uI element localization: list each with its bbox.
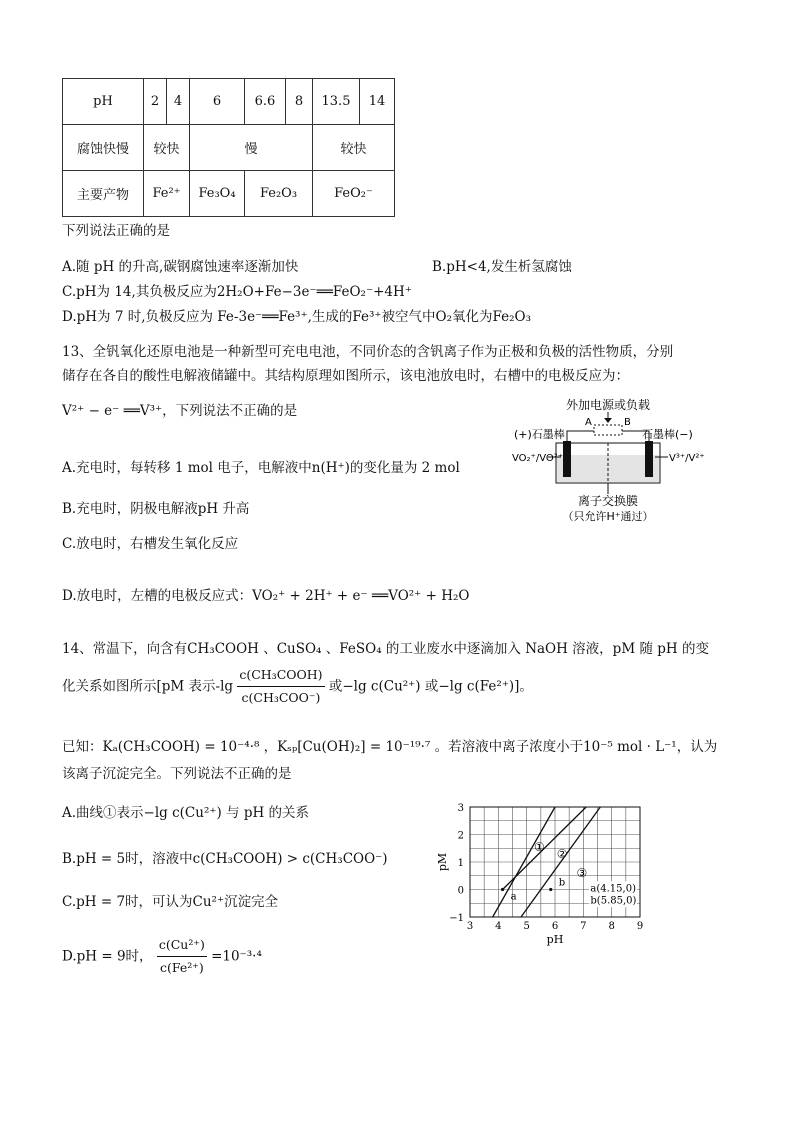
membrane-label: 离子交换膜 [577,494,639,508]
y-axis-label: pM [436,852,449,872]
q14-option-a: A.曲线①表示−lg c(Cu²⁺) 与 pH 的关系 [62,805,310,821]
series-label: ③ [576,866,588,880]
table-cell: 2 [144,79,167,125]
label-b: B [624,417,631,428]
x-axis-label: pH [546,933,564,946]
left-electrode-label: (+)石墨棒 [514,428,565,441]
table-cell: 13.5 [313,79,360,125]
fraction-denominator: c(Fe²⁺) [159,960,204,975]
x-tick-label: 9 [636,921,644,932]
fraction-denominator: c(CH₃COO⁻) [241,690,321,705]
annotation-a: a(4.15,0) [590,883,636,895]
x-tick-label: 3 [466,921,474,932]
q14-known-line2: 该离子沉淀完全。下列说法不正确的是 [62,766,292,782]
arrow-icon [604,418,612,423]
load-box [594,425,622,435]
x-tick-label: 8 [608,921,615,932]
q14-stem-text-a: 化关系如图所示[pM 表示-lg [62,678,234,695]
data-point [549,888,552,891]
pm-ph-chart [430,795,660,955]
q12-option-a: A.随 pH 的升高,碳钢腐蚀速率逐渐加快 [62,259,299,275]
battery-diagram [512,395,712,525]
q14-stem-line2 [62,664,533,709]
q14-option-b: B.pH = 5时，溶液中c(CH₃COOH) > c(CH₃COO⁻) [62,851,388,867]
annotation-b: b(5.85,0) [590,895,637,907]
series-label: ② [556,846,568,861]
left-wire [567,431,594,443]
table-cell: Fe₂O₃ [245,171,313,217]
table-cell: 较快 [144,125,190,171]
q14-option-d-suffix: =10⁻³·⁴ [211,948,262,965]
right-electrode-label: 石墨棒(−) [642,428,693,441]
q13-option-b: B.充电时，阴极电解液pH 升高 [62,501,250,517]
table-cell: Fe₃O₄ [190,171,245,217]
fraction-numerator: c(CH₃COOH) [237,664,324,687]
table-cell: 较快 [313,125,395,171]
q12-option-c: C.pH为 14,其负极反应为2H₂O+Fe−3e⁻══FeO₂⁻+4H⁺ [62,284,412,300]
y-tick-label: 2 [457,830,464,842]
q12-stem: 下列说法正确的是 [62,223,170,239]
y-tick-label: 3 [457,803,464,814]
fraction-numerator: c(Cu²⁺) [157,934,207,957]
ph-corrosion-table [62,78,395,217]
x-tick-label: 6 [551,921,559,932]
q13-option-d: D.放电时，左槽的电极反应式：VO₂⁺ + 2H⁺ + e⁻ ══VO²⁺ + H₂O [62,588,470,604]
table-row [63,79,395,125]
label-a: A [585,417,592,428]
table-cell: 4 [167,79,190,125]
q14-known-line1: 已知：Kₐ(CH₃COOH) = 10⁻⁴·⁸ ，Kₛₚ[Cu(OH)₂] = 10⁻¹⁹·⁷ 。若溶液中离子浓度小于10⁻⁵ mol · L⁻¹，认为 [62,739,718,755]
table-cell: Fe²⁺ [144,171,190,217]
pm-fraction [237,664,324,709]
q12-option-d: D.pH为 7 时,负极反应为 Fe-3e⁻══Fe³⁺,生成的Fe³⁺被空气中O₂氧化为Fe₂O₃ [62,309,532,325]
q13-stem-line2: 储存在各自的酸性电解液储罐中。其结构原理如图所示，该电池放电时，右槽中的电极反应为： [62,368,629,384]
table-cell: 6.6 [245,79,286,125]
right-ions-label: V³⁺/V²⁺ [669,453,705,464]
table-cell: pH [63,79,144,125]
table-cell: 慢 [190,125,313,171]
q13-reaction: V²⁺ − e⁻ ══V³⁺，下列说法不正确的是 [62,403,298,419]
point-label: b [558,877,566,889]
q14-option-d-prefix: D.pH = 9时， [62,948,153,965]
q13-stem-line1: 13、全钒氧化还原电池是一种新型可充电电池，不同价态的含钒离子作为正极和负极的活性物质，分别 [62,344,674,360]
q14-stem-text-b: 或−lg c(Cu²⁺) 或−lg c(Fe²⁺)]。 [328,678,533,695]
y-tick-label: −1 [449,913,464,924]
left-electrode [563,441,571,477]
table-row [63,125,395,171]
diagram-title: 外加电源或负载 [565,398,651,412]
q14-option-c: C.pH = 7时，可认为Cu²⁺沉淀完全 [62,894,279,910]
data-point [501,888,504,891]
series-label: ① [534,839,545,854]
q13-option-c: C.放电时，右槽发生氧化反应 [62,536,239,552]
x-tick-label: 5 [523,921,530,932]
table-cell: 6 [190,79,245,125]
table-cell: 主要产物 [63,171,144,217]
table-cell: 腐蚀快慢 [63,125,144,171]
point-label: a [510,891,517,903]
table-row [63,171,395,217]
table-cell: 8 [286,79,313,125]
q14-stem-line1: 14、常温下，向含有CH₃COOH 、CuSO₄ 、FeSO₄ 的工业废水中逐滴加入 NaOH 溶液，pM 随 pH 的变 [62,641,709,657]
q12-option-b: B.pH<4,发生析氢腐蚀 [432,259,572,275]
y-tick-label: 1 [457,858,464,869]
ratio-fraction [157,934,207,979]
x-tick-label: 4 [495,921,502,932]
table-cell: 14 [360,79,395,125]
q13-option-a: A.充电时，每转移 1 mol 电子，电解液中n(H⁺)的变化量为 2 mol [62,460,460,476]
left-ions-label: VO₂⁺/VO²⁺ [512,453,564,464]
q14-option-d [62,934,262,979]
y-tick-label: 0 [457,885,464,897]
table-cell: FeO₂⁻ [313,171,395,217]
membrane-note: （只允许H⁺通过） [562,510,654,523]
x-tick-label: 7 [580,921,587,932]
right-electrode [645,441,653,477]
